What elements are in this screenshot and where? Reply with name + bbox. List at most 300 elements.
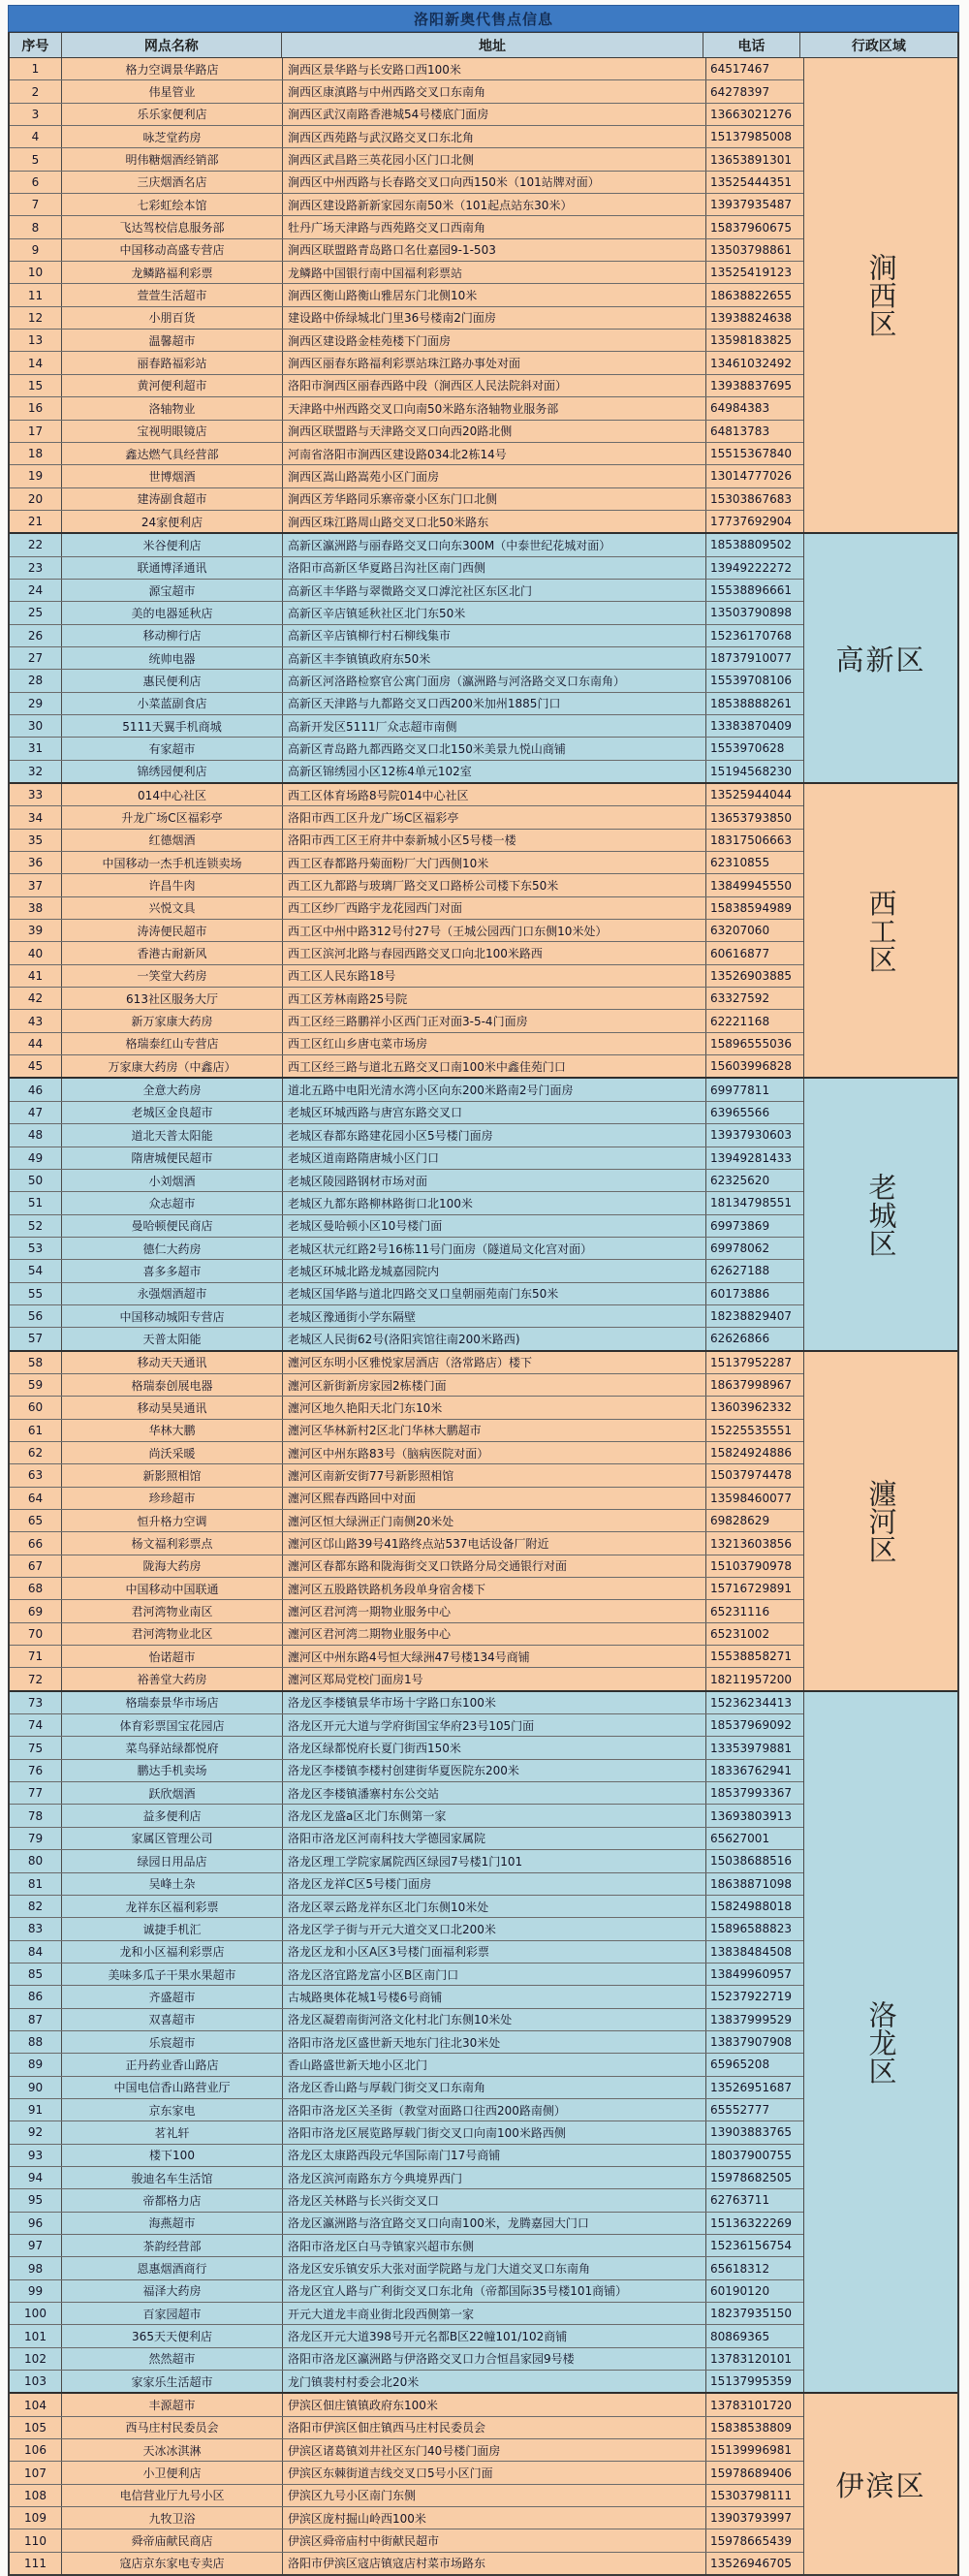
table-row — [10, 965, 803, 988]
row-address: 涧西区衡山路衡山雅居东门北侧10米 — [283, 284, 706, 305]
row-name: 龙和小区福利彩票店 — [62, 1941, 283, 1963]
row-name: 跃欣烟酒 — [62, 1782, 283, 1804]
row-name: 源宝超市 — [62, 580, 283, 601]
row-name: 香港古耐新风 — [62, 942, 283, 963]
row-name: 德仁大药房 — [62, 1238, 283, 1259]
table-row — [10, 2371, 803, 2392]
row-address: 洛龙区宜人路与广利街交叉口东北角（帝都国际35号楼101商铺） — [283, 2280, 706, 2302]
row-seq: 98 — [10, 2257, 62, 2278]
table-row — [10, 2529, 803, 2552]
row-seq: 78 — [10, 1805, 62, 1826]
row-seq: 105 — [10, 2417, 62, 2438]
row-seq: 26 — [10, 625, 62, 646]
row-seq: 6 — [10, 172, 62, 193]
region-label: 高新区 — [835, 643, 926, 676]
row-address: 西工区芳林南路25号院 — [283, 988, 706, 1009]
row-seq: 76 — [10, 1760, 62, 1781]
row-name: 帝都格力店 — [62, 2189, 283, 2211]
row-seq: 93 — [10, 2145, 62, 2166]
table-row — [10, 1737, 803, 1759]
row-address: 洛龙区开元大道398号开元名都B区22幢101/102商铺 — [283, 2325, 706, 2346]
row-name: 613社区服务大厅 — [62, 988, 283, 1009]
row-address: 洛龙区滨河南路东方今典境界西门 — [283, 2167, 706, 2188]
row-seq: 40 — [10, 942, 62, 963]
table-row — [10, 1124, 803, 1147]
row-phone: 15538896661 — [710, 583, 792, 598]
row-phone: 65231002 — [710, 1626, 770, 1641]
table-row — [10, 1578, 803, 1600]
row-seq: 43 — [10, 1010, 62, 1031]
row-name: 联通博泽通讯 — [62, 557, 283, 579]
table-row — [10, 1532, 803, 1555]
row-name: 老城区金良超市 — [62, 1102, 283, 1123]
row-seq: 32 — [10, 761, 62, 782]
row-seq: 86 — [10, 1986, 62, 2007]
row-seq: 10 — [10, 262, 62, 283]
row-name: 锦绣园便利店 — [62, 761, 283, 782]
row-phone: 13653793850 — [710, 810, 792, 825]
table-row — [10, 80, 803, 103]
row-name: 众志超市 — [62, 1192, 283, 1213]
row-address: 西工区九都路与玻璃厂路交叉口路桥公司楼下东50米 — [283, 874, 706, 895]
row-phone: 18637998967 — [710, 1378, 792, 1393]
table-row — [10, 443, 803, 465]
row-name: 茶韵经营部 — [62, 2235, 283, 2256]
row-seq: 23 — [10, 557, 62, 579]
row-address: 高新区天津路与九都路交叉口西200米加州1885门口 — [283, 693, 706, 714]
row-phone: 15837960675 — [710, 220, 792, 235]
region-cell — [803, 784, 957, 1077]
region-label: 涧西区 — [864, 253, 898, 338]
row-name: 怡诺超市 — [62, 1646, 283, 1667]
row-seq: 96 — [10, 2213, 62, 2234]
row-phone: 62763711 — [710, 2193, 770, 2208]
table-row — [10, 1033, 803, 1055]
row-address: 洛阳市高新区华夏路吕沟社区南门西侧 — [283, 557, 706, 579]
row-name: 格瑞泰红山专营店 — [62, 1033, 283, 1054]
row-seq: 77 — [10, 1782, 62, 1804]
row-seq: 20 — [10, 488, 62, 510]
row-seq: 61 — [10, 1420, 62, 1441]
table-row — [10, 1079, 803, 1101]
region-label: 瀍河区 — [864, 1478, 898, 1563]
row-phone: 65627001 — [710, 1831, 770, 1845]
table-row — [10, 897, 803, 920]
row-address: 河南省洛阳市涧西区建设路034北2栋14号 — [283, 443, 706, 464]
row-address: 高新区河洛路检察官公寓门面房（瀛洲路与河洛路交叉口东南角） — [283, 670, 706, 691]
table-row — [10, 239, 803, 262]
row-phone: 18638871098 — [710, 1876, 792, 1891]
row-address: 高新区丰华路与翠微路交叉口滹沱社区东区北门 — [283, 580, 706, 601]
region-cell — [803, 1352, 957, 1690]
table-row — [10, 511, 803, 532]
row-name: 万家康大药房（中鑫店） — [62, 1055, 283, 1077]
table-row — [10, 920, 803, 942]
row-address: 洛龙区学子街与开元大道交叉口北200米 — [283, 1918, 706, 1939]
table-row — [10, 715, 803, 738]
row-name: 格力空调景华路店 — [62, 58, 283, 79]
row-name: 西马庄村民委员会 — [62, 2417, 283, 2438]
row-address: 西工区红山乡唐屯菜市场房 — [283, 1033, 706, 1054]
row-phone: 15515367840 — [710, 447, 792, 461]
table-row — [10, 1464, 803, 1487]
region-cell — [803, 534, 957, 782]
region-rows — [10, 534, 803, 782]
row-name: 七彩虹绘本馆 — [62, 194, 283, 215]
table-row — [10, 1668, 803, 1689]
row-seq: 27 — [10, 647, 62, 669]
row-address: 洛阳市洛龙区关圣街（教堂对面路口往西200路南侧） — [283, 2099, 706, 2120]
row-address: 老城区九都东路柳林路街口北100米 — [283, 1192, 706, 1213]
row-seq: 47 — [10, 1102, 62, 1123]
row-phone: 62627188 — [710, 1264, 770, 1278]
row-seq: 97 — [10, 2235, 62, 2256]
row-address: 老城区春都东路建花园小区5号楼门面房 — [283, 1124, 706, 1146]
row-seq: 99 — [10, 2280, 62, 2302]
row-name: 中国移动一杰手机连锁卖场 — [62, 852, 283, 873]
row-address: 洛龙区太康路西段元华国际南门17号商铺 — [283, 2145, 706, 2166]
row-seq: 85 — [10, 1963, 62, 1985]
page-title: 洛阳新奥代售点信息 — [413, 10, 553, 28]
table-row — [10, 216, 803, 238]
row-address: 涧西区西苑路与武汉路交叉口东北角 — [283, 126, 706, 147]
row-phone: 69978062 — [710, 1241, 770, 1256]
row-name: 天冰冰淇淋 — [62, 2439, 283, 2461]
table-row — [10, 307, 803, 330]
row-name: 新万家康大药房 — [62, 1010, 283, 1031]
table-row — [10, 1896, 803, 1918]
row-address: 洛龙区翠云路龙祥东区北门东侧10米处 — [283, 1896, 706, 1917]
row-address: 洛龙区凝碧南街河洛文化村北门东侧10米处 — [283, 2009, 706, 2030]
row-seq: 15 — [10, 375, 62, 396]
row-address: 瀍河区恒大绿洲正门南侧20米处 — [283, 1510, 706, 1531]
row-name: 永强烟酒超市 — [62, 1283, 283, 1304]
row-name: 龙祥东区福利彩票 — [62, 1896, 283, 1917]
table-row — [10, 806, 803, 829]
row-seq: 64 — [10, 1488, 62, 1509]
row-phone: 15137952287 — [710, 1355, 792, 1369]
row-name: 明伟糖烟酒经销部 — [62, 148, 283, 170]
row-seq: 1 — [10, 58, 62, 79]
row-phone: 15896588823 — [710, 1922, 792, 1936]
row-address: 洛龙区李楼镇李楼村创建街华夏医院东200米 — [283, 1760, 706, 1781]
row-name: 乐宸超市 — [62, 2031, 283, 2053]
table-row — [10, 852, 803, 874]
row-name: 有家超市 — [62, 738, 283, 759]
table-row — [10, 2077, 803, 2099]
row-seq: 66 — [10, 1532, 62, 1554]
row-seq: 107 — [10, 2462, 62, 2483]
row-seq: 55 — [10, 1283, 62, 1304]
row-address: 伊滨区庞村掘山岭西100米 — [283, 2507, 706, 2529]
row-seq: 79 — [10, 1828, 62, 1849]
row-phone: 13525419123 — [710, 266, 792, 280]
row-address: 老城区状元红路2号16栋11号门面房（隧道局文化宫对面） — [283, 1238, 706, 1259]
row-name: 陇海大药房 — [62, 1555, 283, 1577]
table-row — [10, 148, 803, 171]
row-name: 电信营业厅九号小区 — [62, 2485, 283, 2506]
row-name: 米谷便利店 — [62, 534, 283, 555]
row-name: 百家园超市 — [62, 2303, 283, 2324]
row-phone: 13603962332 — [710, 1400, 792, 1415]
row-seq: 92 — [10, 2121, 62, 2143]
table-row — [10, 580, 803, 602]
row-address: 西工区纱厂西路宇龙花园西门对面 — [283, 897, 706, 919]
row-name: 5111天翼手机商城 — [62, 715, 283, 737]
row-seq: 70 — [10, 1623, 62, 1645]
row-name: 中国电信香山路营业厅 — [62, 2077, 283, 2098]
row-address: 伊滨区九号小区南门东侧 — [283, 2485, 706, 2506]
row-phone: 15103790978 — [710, 1558, 792, 1573]
row-address: 瀍河区华林新村2区北门华林大鹏超市 — [283, 1420, 706, 1441]
row-name: 移动柳行店 — [62, 625, 283, 646]
row-phone: 18317506663 — [710, 832, 792, 847]
row-phone: 13014777026 — [710, 469, 792, 484]
row-address: 开元大道龙丰商业街北段西侧第一家 — [283, 2303, 706, 2324]
row-seq: 95 — [10, 2189, 62, 2211]
row-address: 洛阳市西工区升龙广场C区福彩亭 — [283, 806, 706, 828]
row-address: 老城区曼哈顿小区10号楼门面 — [283, 1215, 706, 1237]
table-row — [10, 1600, 803, 1622]
row-name: 杨文福利彩票点 — [62, 1532, 283, 1554]
table-row — [10, 2485, 803, 2507]
row-seq: 35 — [10, 830, 62, 851]
table-row — [10, 1374, 803, 1397]
row-seq: 24 — [10, 580, 62, 601]
row-address: 洛阳市西工区王府井中泰新城小区5号楼一楼 — [283, 830, 706, 851]
row-name: 兴悦文具 — [62, 897, 283, 919]
row-phone: 62221168 — [710, 1014, 770, 1028]
row-phone: 18211957200 — [710, 1672, 792, 1686]
table-row — [10, 1420, 803, 1442]
row-address: 洛阳市洛龙区白马寺镇家兴超市东侧 — [283, 2235, 706, 2256]
row-address: 洛龙区李楼镇潘寨村东公交站 — [283, 1782, 706, 1804]
table-row — [10, 465, 803, 487]
row-seq: 101 — [10, 2325, 62, 2346]
row-address: 西工区体育场路8号院014中心社区 — [283, 784, 706, 805]
row-address: 高新区丰李镇镇政府东50米 — [283, 647, 706, 669]
row-seq: 13 — [10, 330, 62, 351]
row-seq: 36 — [10, 852, 62, 873]
row-phone: 65552777 — [710, 2103, 770, 2118]
region-label: 老城区 — [864, 1172, 898, 1257]
row-address: 洛阳市洛龙区瀛洲路与伊洛路交叉口力合恒昌家园9号楼 — [283, 2348, 706, 2370]
row-address: 老城区环城北路龙城嘉园院内 — [283, 1260, 706, 1281]
row-phone: 15978689406 — [710, 2466, 792, 2480]
region-group — [10, 784, 957, 1079]
row-phone: 13503798861 — [710, 242, 792, 257]
table-row — [10, 2417, 803, 2439]
row-seq: 65 — [10, 1510, 62, 1531]
row-address: 涧西区嵩山路嵩苑小区门面房 — [283, 465, 706, 487]
row-seq: 83 — [10, 1918, 62, 1939]
table-row — [10, 738, 803, 760]
row-name: 京东家电 — [62, 2099, 283, 2120]
row-phone: 13849945550 — [710, 878, 792, 893]
row-name: 曼哈顿便民商店 — [62, 1215, 283, 1237]
table-row — [10, 172, 803, 194]
row-name: 移动昊昊通讯 — [62, 1397, 283, 1418]
row-phone: 13526903885 — [710, 968, 792, 983]
row-seq: 8 — [10, 216, 62, 237]
table-row — [10, 647, 803, 670]
row-phone: 13937935487 — [710, 198, 792, 212]
row-seq: 53 — [10, 1238, 62, 1259]
row-address: 洛阳市洛龙区盛世新天地东门往北30米处 — [283, 2031, 706, 2053]
table-row — [10, 761, 803, 782]
row-phone: 80869365 — [710, 2329, 770, 2343]
row-name: 寇店京东家电专卖店 — [62, 2553, 283, 2574]
row-phone: 64813783 — [710, 424, 770, 438]
row-phone: 15978682505 — [710, 2171, 792, 2185]
row-phone: 18336762941 — [710, 1763, 792, 1777]
row-phone: 15236170768 — [710, 628, 792, 643]
row-seq: 28 — [10, 670, 62, 691]
row-seq: 102 — [10, 2348, 62, 2370]
row-address: 高新开发区5111厂众志超市南侧 — [283, 715, 706, 737]
row-name: 小卫便利店 — [62, 2462, 283, 2483]
row-seq: 58 — [10, 1352, 62, 1373]
row-seq: 89 — [10, 2054, 62, 2075]
row-seq: 52 — [10, 1215, 62, 1237]
row-phone: 15137985008 — [710, 130, 792, 144]
row-seq: 51 — [10, 1192, 62, 1213]
row-address: 洛龙区洛宜路龙富小区B区南门口 — [283, 1963, 706, 1985]
row-name: 一笑堂大药房 — [62, 965, 283, 987]
row-phone: 15716729891 — [710, 1582, 792, 1596]
row-name: 洛轴物业 — [62, 397, 283, 419]
column-header-phone: 电话 — [703, 33, 800, 57]
row-phone: 13598460077 — [710, 1491, 792, 1505]
row-phone: 62626866 — [710, 1332, 770, 1346]
row-seq: 56 — [10, 1305, 62, 1327]
row-address: 高新区锦绣园小区12栋4单元102室 — [283, 761, 706, 782]
row-name: 新影照相馆 — [62, 1464, 283, 1486]
row-address: 瀍河区熙春西路回中对面 — [283, 1488, 706, 1509]
row-phone: 63965566 — [710, 1105, 770, 1119]
row-address: 西工区滨河北路与春园西路交叉口向北100米路西 — [283, 942, 706, 963]
row-address: 老城区豫通街小学东隔壁 — [283, 1305, 706, 1327]
row-address: 洛龙区龙和小区A区3号楼门面福利彩票 — [283, 1941, 706, 1963]
row-seq: 2 — [10, 80, 62, 102]
row-name: 鑫达燃气具经营部 — [62, 443, 283, 464]
table-row — [10, 942, 803, 964]
row-address: 瀍河区中州东路4号恒大绿洲47号楼134号商铺 — [283, 1646, 706, 1667]
table-row — [10, 1828, 803, 1850]
row-phone: 13461032492 — [710, 356, 792, 370]
row-phone: 69973869 — [710, 1218, 770, 1233]
table-row — [10, 262, 803, 284]
table-row — [10, 2189, 803, 2212]
row-address: 道北五路中电阳光清水湾小区向东200米路南2号门面房 — [283, 1079, 706, 1100]
row-name: 珍珍超市 — [62, 1488, 283, 1509]
row-seq: 81 — [10, 1873, 62, 1895]
row-name: 君河湾物业北区 — [62, 1623, 283, 1645]
row-phone: 18134798551 — [710, 1196, 792, 1210]
table-row — [10, 602, 803, 624]
row-address: 瀍河区新街新房家园2栋楼门面 — [283, 1374, 706, 1396]
row-address: 高新区瀛洲路与丽春路交叉口向东300M（中泰世纪花城对面） — [283, 534, 706, 555]
row-phone: 60616877 — [710, 946, 770, 960]
row-phone: 15838538809 — [710, 2420, 792, 2435]
row-phone: 13526951687 — [710, 2080, 792, 2094]
row-address: 瀍河区五股路铁路机务段单身宿舍楼下 — [283, 1578, 706, 1599]
region-rows — [10, 58, 803, 532]
row-phone: 13937930603 — [710, 1128, 792, 1143]
row-phone: 13949222272 — [710, 560, 792, 575]
table-row — [10, 2303, 803, 2325]
row-phone: 62310855 — [710, 856, 770, 870]
table-row — [10, 988, 803, 1010]
row-phone: 15303867683 — [710, 491, 792, 506]
row-phone: 60190120 — [710, 2283, 770, 2298]
row-name: 喜多多超市 — [62, 1260, 283, 1281]
table-row — [10, 1328, 803, 1349]
row-address: 西工区中州中路312号付27号（王城公园西门口东侧10米处） — [283, 920, 706, 941]
row-phone: 13213603856 — [710, 1536, 792, 1551]
row-name: 014中心社区 — [62, 784, 283, 805]
table-row — [10, 2348, 803, 2371]
table-row — [10, 1782, 803, 1805]
row-name: 龙鳞路福利彩票 — [62, 262, 283, 283]
row-phone: 18538888261 — [710, 696, 792, 710]
row-phone: 13938824638 — [710, 310, 792, 325]
row-seq: 22 — [10, 534, 62, 555]
row-phone: 1553970628 — [710, 741, 785, 756]
row-seq: 94 — [10, 2167, 62, 2188]
row-address: 高新区辛店镇延秋社区北门东50米 — [283, 602, 706, 623]
region-label: 西工区 — [864, 888, 898, 973]
row-phone: 18537969092 — [710, 1718, 792, 1733]
row-seq: 16 — [10, 397, 62, 419]
row-seq: 80 — [10, 1850, 62, 1871]
row-phone: 15303798111 — [710, 2488, 792, 2502]
row-address: 洛龙区香山路与厚载门街交叉口东南角 — [283, 2077, 706, 2098]
row-seq: 67 — [10, 1555, 62, 1577]
row-seq: 45 — [10, 1055, 62, 1077]
row-phone: 13949281433 — [710, 1150, 792, 1165]
row-phone: 13663021276 — [710, 107, 792, 121]
table-row — [10, 2145, 803, 2167]
row-name: 益多便利店 — [62, 1805, 283, 1826]
table-row — [10, 1238, 803, 1260]
row-seq: 73 — [10, 1692, 62, 1713]
row-phone: 15838594989 — [710, 900, 792, 915]
row-seq: 34 — [10, 806, 62, 828]
table-row — [10, 1010, 803, 1032]
row-name: 恩惠烟酒商行 — [62, 2257, 283, 2278]
row-phone: 69828629 — [710, 1514, 770, 1528]
row-address: 洛龙区瀛洲路与洛宜路交叉口向南100米，龙腾嘉园大门口 — [283, 2213, 706, 2234]
row-phone: 15237922719 — [710, 1990, 792, 2004]
row-address: 瀍河区春都东路和陇海街交叉口铁路分局交通银行对面 — [283, 1555, 706, 1577]
row-name: 恒升格力空调 — [62, 1510, 283, 1531]
row-address: 伊滨区诸葛镇刘井社区东门40号楼门面房 — [283, 2439, 706, 2461]
row-seq: 109 — [10, 2507, 62, 2529]
row-name: 福泽大药房 — [62, 2280, 283, 2302]
table-row — [10, 375, 803, 397]
table-row — [10, 2507, 803, 2529]
row-name: 九牧卫浴 — [62, 2507, 283, 2529]
table-row — [10, 670, 803, 692]
row-seq: 91 — [10, 2099, 62, 2120]
row-phone: 13503790898 — [710, 606, 792, 620]
row-name: 家属区管理公司 — [62, 1828, 283, 1849]
row-phone: 18638822655 — [710, 288, 792, 302]
region-rows — [10, 1692, 803, 2393]
row-seq: 90 — [10, 2077, 62, 2098]
row-phone: 65965208 — [710, 2058, 770, 2072]
